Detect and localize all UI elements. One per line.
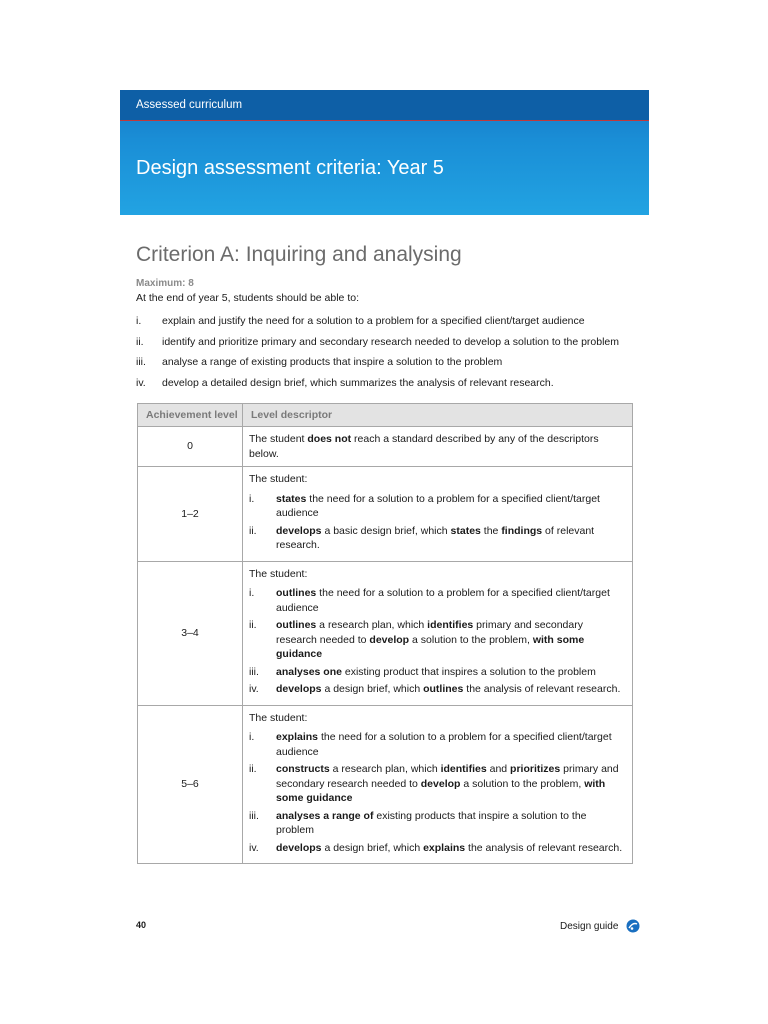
descriptor-item (249, 809, 624, 838)
objective-number: iii. (136, 356, 146, 369)
descriptor-item-number: iii. (249, 665, 259, 678)
descriptor-item-text: outlines a research plan, which identifies primary and secondary research needed to develop a solution to the problem, with some guidance (276, 619, 585, 660)
descriptor-item-text: outlines the need for a solution to a problem for a specified client/target audience (276, 587, 610, 614)
objective-item (136, 375, 636, 396)
assessment-table (137, 403, 633, 864)
descriptor-item-text: states the need for a solution to a problem for a specified client/target audience (276, 492, 600, 519)
descriptor-item-number: ii. (249, 763, 257, 775)
objective-text: identify and prioritize primary and secondary research needed to develop a solution to the problem (162, 335, 620, 348)
table-row (138, 467, 633, 562)
header-banner (120, 90, 649, 215)
descriptor-cell (243, 561, 633, 705)
descriptor-item-number: ii. (249, 619, 257, 631)
descriptor-item (249, 730, 624, 759)
objective-number: i. (136, 315, 142, 327)
descriptor-item (249, 665, 624, 680)
descriptor-item (249, 682, 624, 697)
descriptor-item (249, 586, 624, 615)
header-level-descriptor: Level descriptor (243, 404, 633, 427)
descriptor-cell (243, 705, 633, 864)
descriptor-item (249, 762, 624, 806)
page-number: 40 (136, 920, 147, 930)
descriptor-item-number: iii. (249, 809, 259, 822)
table-row (138, 705, 633, 864)
descriptor-item (249, 841, 624, 856)
objective-text: explain and justify the need for a solution to a problem for a specified client/target audience (162, 315, 585, 327)
level-cell: 3–4 (138, 561, 243, 705)
ib-logo-icon (626, 919, 640, 933)
criterion-heading: Criterion A: Inquiring and analysing (136, 243, 462, 266)
descriptor-item-text: develops a design brief, which outlines the analysis of relevant research. (276, 683, 621, 695)
descriptor-item-number: ii. (249, 524, 257, 537)
page-title: Design assessment criteria: Year 5 (136, 157, 444, 179)
level-cell: 0 (138, 427, 243, 467)
descriptor-item-text: analyses one existing product that inspires a solution to the problem (276, 665, 596, 678)
descriptor-item-number: i. (249, 731, 255, 743)
descriptor-intro: The student: (249, 567, 308, 580)
descriptor-item-number: iv. (249, 841, 259, 854)
table-header-row (138, 404, 633, 427)
descriptor-intro: The student: (249, 473, 308, 485)
level-cell: 1–2 (138, 467, 243, 562)
descriptor-item-text: develops a design brief, which explains the analysis of relevant research. (276, 841, 623, 854)
objectives-list (136, 313, 636, 396)
descriptor-item-number: i. (249, 587, 255, 599)
descriptor-item (249, 618, 624, 662)
descriptor-cell (243, 467, 633, 562)
maximum-score: Maximum: 8 (136, 278, 194, 289)
objective-text: analyse a range of existing products that inspire a solution to the problem (162, 356, 503, 369)
descriptor-item-number: iv. (249, 683, 259, 695)
level-cell: 5–6 (138, 705, 243, 864)
objective-text: develop a detailed design brief, which summarizes the analysis of relevant research. (162, 377, 554, 390)
objective-item (136, 354, 636, 375)
descriptor-item-text: constructs a research plan, which identifies and prioritizes primary and secondary research needed to develop a solution to the problem, with some guidance (276, 763, 619, 804)
descriptor-item-text: analyses a range of existing products that inspire a solution to the problem (276, 809, 587, 836)
descriptor-item-text: develops a basic design brief, which states the findings of relevant research. (276, 524, 595, 551)
guide-name: Design guide (560, 920, 619, 932)
objective-item (136, 313, 636, 334)
descriptor-item (249, 492, 624, 521)
section-label: Assessed curriculum (120, 90, 649, 121)
footer-guide (560, 919, 640, 933)
header-achievement-level: Achievement level (138, 404, 243, 427)
table-row (138, 427, 633, 467)
table-row (138, 561, 633, 705)
objective-number: ii. (136, 335, 144, 348)
descriptor-item-text: explains the need for a solution to a problem for a specified client/target audience (276, 731, 612, 758)
descriptor-text: The student does not reach a standard described by any of the descriptors below. (243, 427, 633, 467)
descriptor-item (249, 524, 624, 553)
objective-item (136, 334, 636, 355)
descriptor-intro: The student: (249, 711, 308, 724)
descriptor-item-number: i. (249, 492, 255, 505)
objective-number: iv. (136, 377, 146, 390)
intro-text: At the end of year 5, students should be able to: (136, 292, 359, 304)
